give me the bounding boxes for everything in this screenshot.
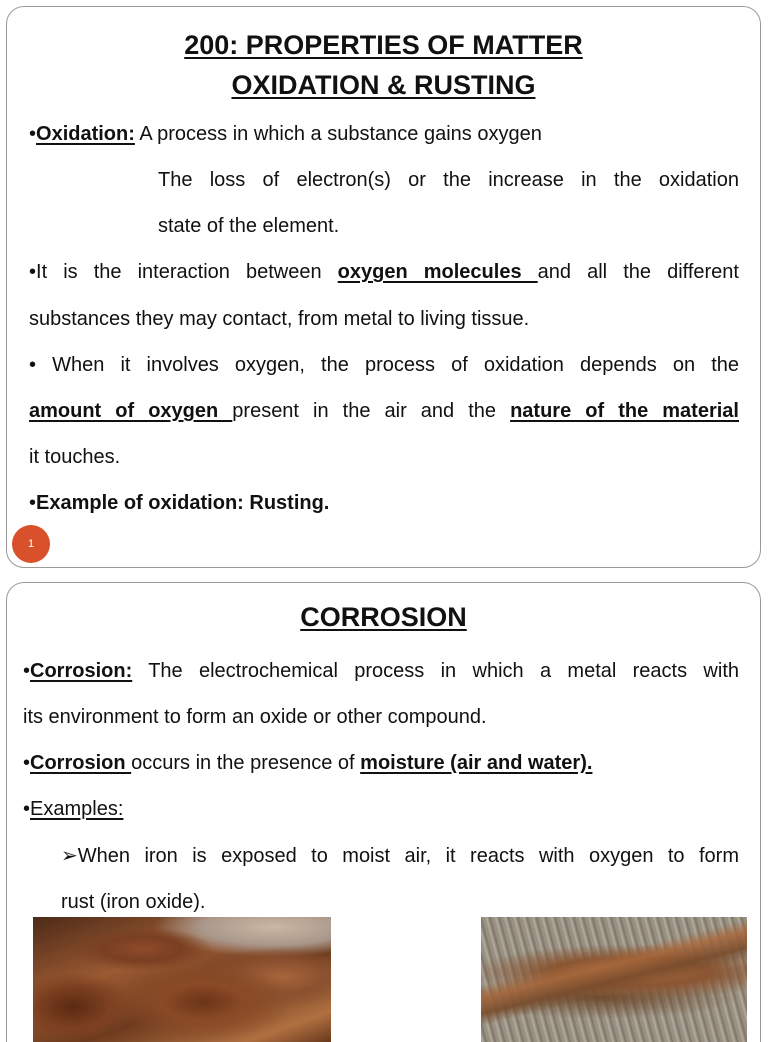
slide-title-line1: 200: PROPERTIES OF MATTER [184, 30, 583, 60]
interaction-line2: substances they may contact, from metal to living tissue. [29, 308, 530, 330]
corrosion-occurs-term: Corrosion [30, 752, 132, 774]
slide-oxidation [6, 6, 761, 568]
examples-heading [23, 795, 123, 823]
example-text: Example of oxidation: Rusting. [36, 492, 330, 514]
bullet: • [23, 752, 31, 774]
bullet: • [29, 261, 37, 283]
moisture-term: moisture (air and water). [360, 752, 593, 774]
nature-of-material-term: nature of the material [510, 400, 739, 422]
occurs-mid: occurs in the presence of [131, 752, 361, 774]
examples-label: Examples: [30, 798, 124, 820]
example-iron-line2: rust (iron oxide). [61, 891, 206, 913]
interaction-post: and all the different [537, 261, 739, 283]
corrosion-def-line2: its environment to form an oxide or other compound. [23, 706, 487, 728]
depends-line3: it touches. [29, 446, 121, 468]
oxidation-def: A process in which a substance gains oxygen [134, 123, 542, 145]
oxidation-def-line2: The loss of electron(s) or the increase in the oxidation [158, 169, 739, 191]
page-number-badge: 1 [12, 525, 50, 563]
rusted-pipe-shape [481, 917, 747, 1029]
depends-line1 [29, 351, 739, 379]
oxygen-molecules-term: oxygen molecules [337, 261, 538, 283]
oxidation-definition [29, 120, 542, 148]
rusted-pipe-photo [481, 917, 747, 1042]
rusted-metal-photo [33, 917, 331, 1042]
bullet: • [29, 492, 37, 514]
corrosion-occurs-line [23, 749, 592, 777]
interaction-line1 [29, 258, 739, 286]
bullet: • [29, 123, 37, 145]
depends-mid: present in the air and the [232, 400, 511, 422]
slide-title: CORROSION [300, 602, 467, 632]
corrosion-def: The electrochemical process in which a metal reacts with [132, 660, 739, 682]
arrow-bullet-icon: ➢ [61, 845, 78, 867]
interaction-pre: It is the interaction between [36, 261, 338, 283]
bullet: • [23, 660, 31, 682]
depends-text: When it involves oxygen, the process of oxidation depends on the [36, 354, 739, 376]
example-iron-line1 [61, 842, 739, 870]
oxidation-def-line3: state of the element. [158, 215, 340, 237]
oxidation-term: Oxidation: [36, 123, 135, 145]
amount-of-oxygen-term: amount of oxygen [29, 400, 233, 422]
bullet: • [29, 354, 37, 376]
bullet: • [23, 798, 31, 820]
corrosion-term: Corrosion: [30, 660, 133, 682]
corrosion-definition [23, 657, 739, 685]
slide-corrosion [6, 582, 761, 1042]
example-line [29, 489, 329, 517]
example-text: When iron is exposed to moist air, it reacts with oxygen to form [77, 845, 739, 867]
depends-line2 [29, 397, 739, 425]
slide-title-line2: OXIDATION & RUSTING [231, 70, 536, 100]
